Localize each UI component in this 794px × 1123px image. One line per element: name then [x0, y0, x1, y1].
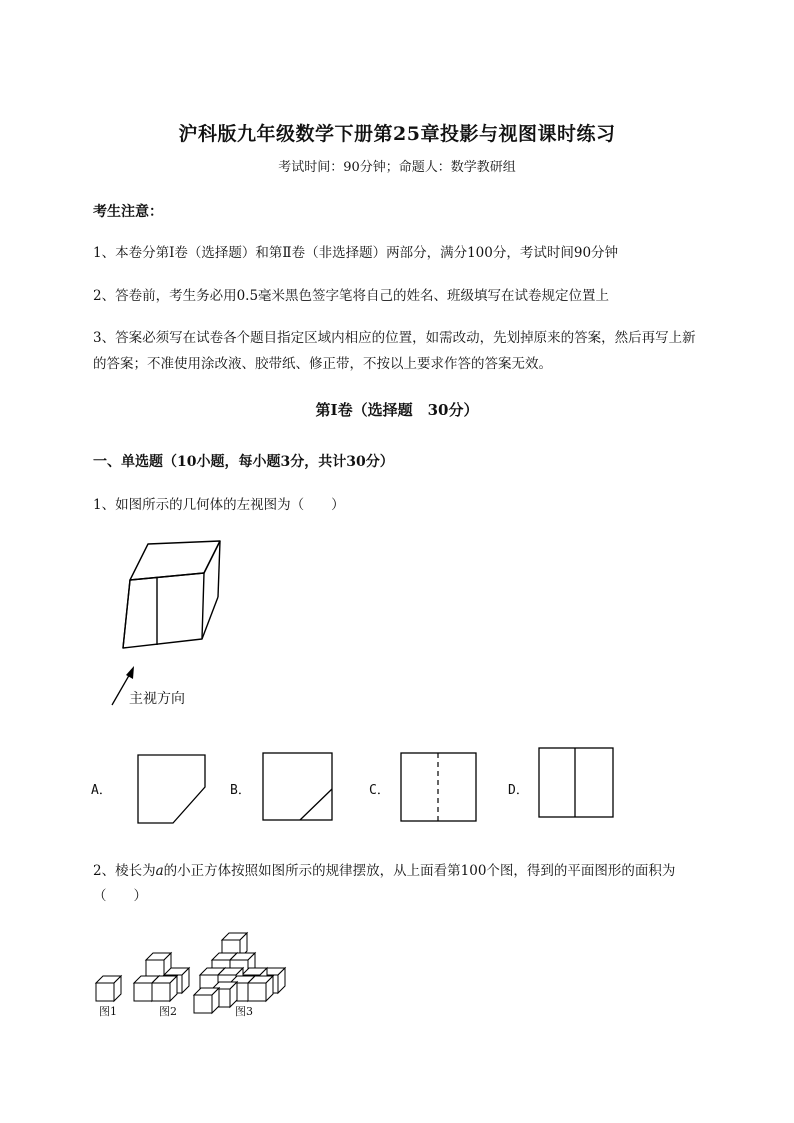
question-1-text: 1、如图所示的几何体的左视图为（ ）: [93, 497, 345, 513]
option-b-label[interactable]: B．: [230, 783, 251, 798]
option-d-figure[interactable]: [538, 747, 616, 819]
caption-figure-3: 图3: [235, 1005, 253, 1018]
question-2-cube-figures: [92, 930, 302, 1015]
section-title: 第I卷（选择题 30分）: [315, 401, 479, 419]
notice-heading: 考生注意：: [93, 204, 163, 220]
notice-item-3: 3、答案必须写在试卷各个题目指定区域内相应的位置，如需改动，先划掉原来的答案，然后再写上新: [93, 330, 696, 346]
question-2-answer-blank: （ ）: [93, 888, 147, 904]
question-2-variable: a: [155, 863, 164, 879]
option-c-label[interactable]: C．: [369, 783, 390, 798]
option-d-label[interactable]: D．: [508, 783, 529, 798]
page-title: 沪科版九年级数学下册第25章投影与视图课时练习: [178, 123, 616, 145]
cube-figure-2: [134, 953, 189, 1001]
notice-item-3-cont: 的答案；不准使用涂改液、胶带纸、修正带，不按以上要求作答的答案无效。: [93, 356, 552, 372]
notice-item-1: 1、本卷分第I卷（选择题）和第Ⅱ卷（非选择题）两部分，满分100分，考试时间90分钟: [93, 245, 619, 261]
question-2-text-post: 的小正方体按照如图所示的规律摆放，从上面看第100个图，得到的平面图形的面积为: [163, 863, 676, 879]
cube-figure-1: [96, 976, 121, 1001]
view-direction-label: 主视方向: [129, 691, 185, 707]
caption-figure-2: 图2: [159, 1005, 177, 1018]
notice-item-2: 2、答卷前，考生务必用0.5毫米黑色签字笔将自己的姓名、班级填写在试卷规定位置上: [93, 288, 610, 304]
option-b-figure[interactable]: [262, 752, 334, 824]
exam-info: 考试时间：90分钟；命题人：数学教研组: [278, 160, 516, 175]
question-2-text-pre: 2、棱长为: [93, 863, 156, 879]
question-2-text: [93, 859, 675, 879]
caption-figure-1: 图1: [99, 1005, 117, 1018]
option-a-label[interactable]: A．: [91, 783, 112, 798]
part-title: 一、单选题（10小题，每小题3分，共计30分）: [93, 454, 394, 470]
option-c-figure[interactable]: [400, 752, 478, 824]
option-a-figure[interactable]: [137, 754, 209, 826]
cube-figure-3: [194, 933, 285, 1013]
